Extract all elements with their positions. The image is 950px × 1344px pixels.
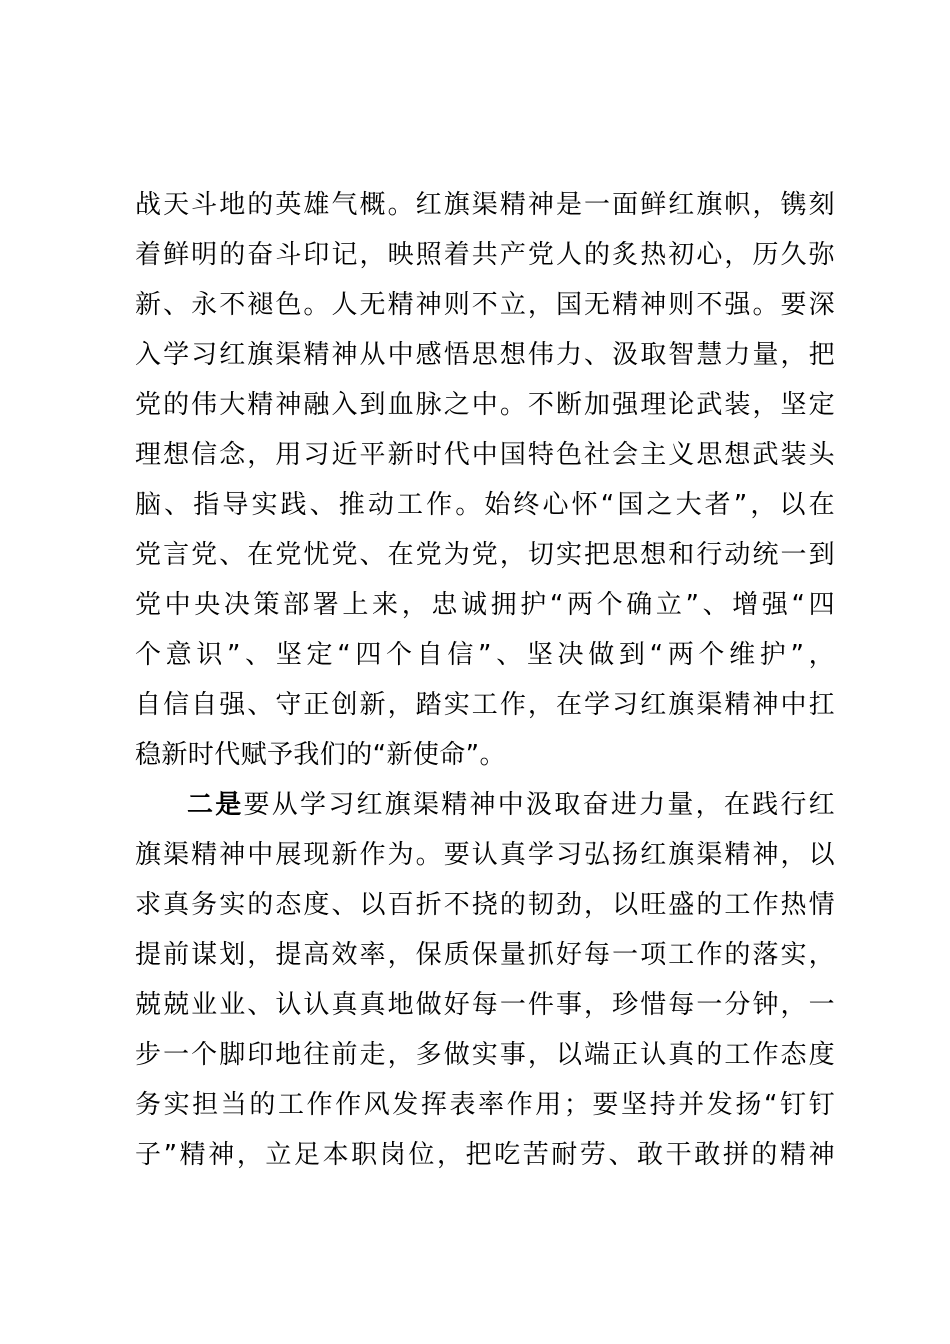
- text-line: 兢兢业业、认认真真地做好每一件事，珍惜每一分钟，一: [135, 990, 835, 1020]
- body-text: [135, 180, 835, 1180]
- text-line: 战天斗地的英雄气概。红旗渠精神是一面鲜红旗帜，镌刻: [135, 190, 835, 220]
- text-line: 旗渠精神中展现新作为。要认真学习弘扬红旗渠精神，以: [135, 840, 835, 870]
- text-line: 自信自强、守正创新，踏实工作，在学习红旗渠精神中扛: [135, 690, 835, 720]
- text-line: 稳新时代赋予我们的“新使命”。: [135, 740, 506, 770]
- text-line: 着鲜明的奋斗印记，映照着共产党人的炙热初心，历久弥: [135, 240, 835, 270]
- text-line: 步一个脚印地往前走，多做实事，以端正认真的工作态度: [135, 1040, 835, 1070]
- text-line-first: [135, 780, 835, 830]
- text-line: 新、永不褪色。人无精神则不立，国无精神则不强。要深: [135, 290, 835, 320]
- text-line: 子”精神，立足本职岗位，把吃苦耐劳、敢干敢拼的精神: [135, 1140, 835, 1170]
- text-line: 党的伟大精神融入到血脉之中。不断加强理论武装，坚定: [135, 390, 835, 420]
- text-line: 党中央决策部署上来，忠诚拥护“两个确立”、增强“四: [135, 590, 835, 620]
- text-line: 提前谋划，提高效率，保质保量抓好每一项工作的落实，: [135, 940, 835, 970]
- text-line: 入学习红旗渠精神从中感悟思想伟力、汲取智慧力量，把: [135, 340, 835, 370]
- text-line: 求真务实的态度、以百折不挠的韧劲，以旺盛的工作热情: [135, 890, 835, 920]
- text-line: 脑、指导实践、推动工作。始终心怀“国之大者”，以在: [135, 490, 835, 520]
- paragraph-lead: 二是: [187, 790, 244, 820]
- paragraph-1: [135, 180, 835, 780]
- text-line: 党言党、在党忧党、在党为党，切实把思想和行动统一到: [135, 540, 835, 570]
- text-line: 个意识”、坚定“四个自信”、坚决做到“两个维护”，: [135, 640, 835, 670]
- paragraph-first-line-text: 要从学习红旗渠精神中汲取奋进力量，在践行红: [243, 790, 835, 820]
- text-line: 务实担当的工作作风发挥表率作用；要坚持并发扬“钉钉: [135, 1090, 835, 1120]
- paragraph-2: [135, 780, 835, 1180]
- text-line: 理想信念，用习近平新时代中国特色社会主义思想武装头: [135, 440, 835, 470]
